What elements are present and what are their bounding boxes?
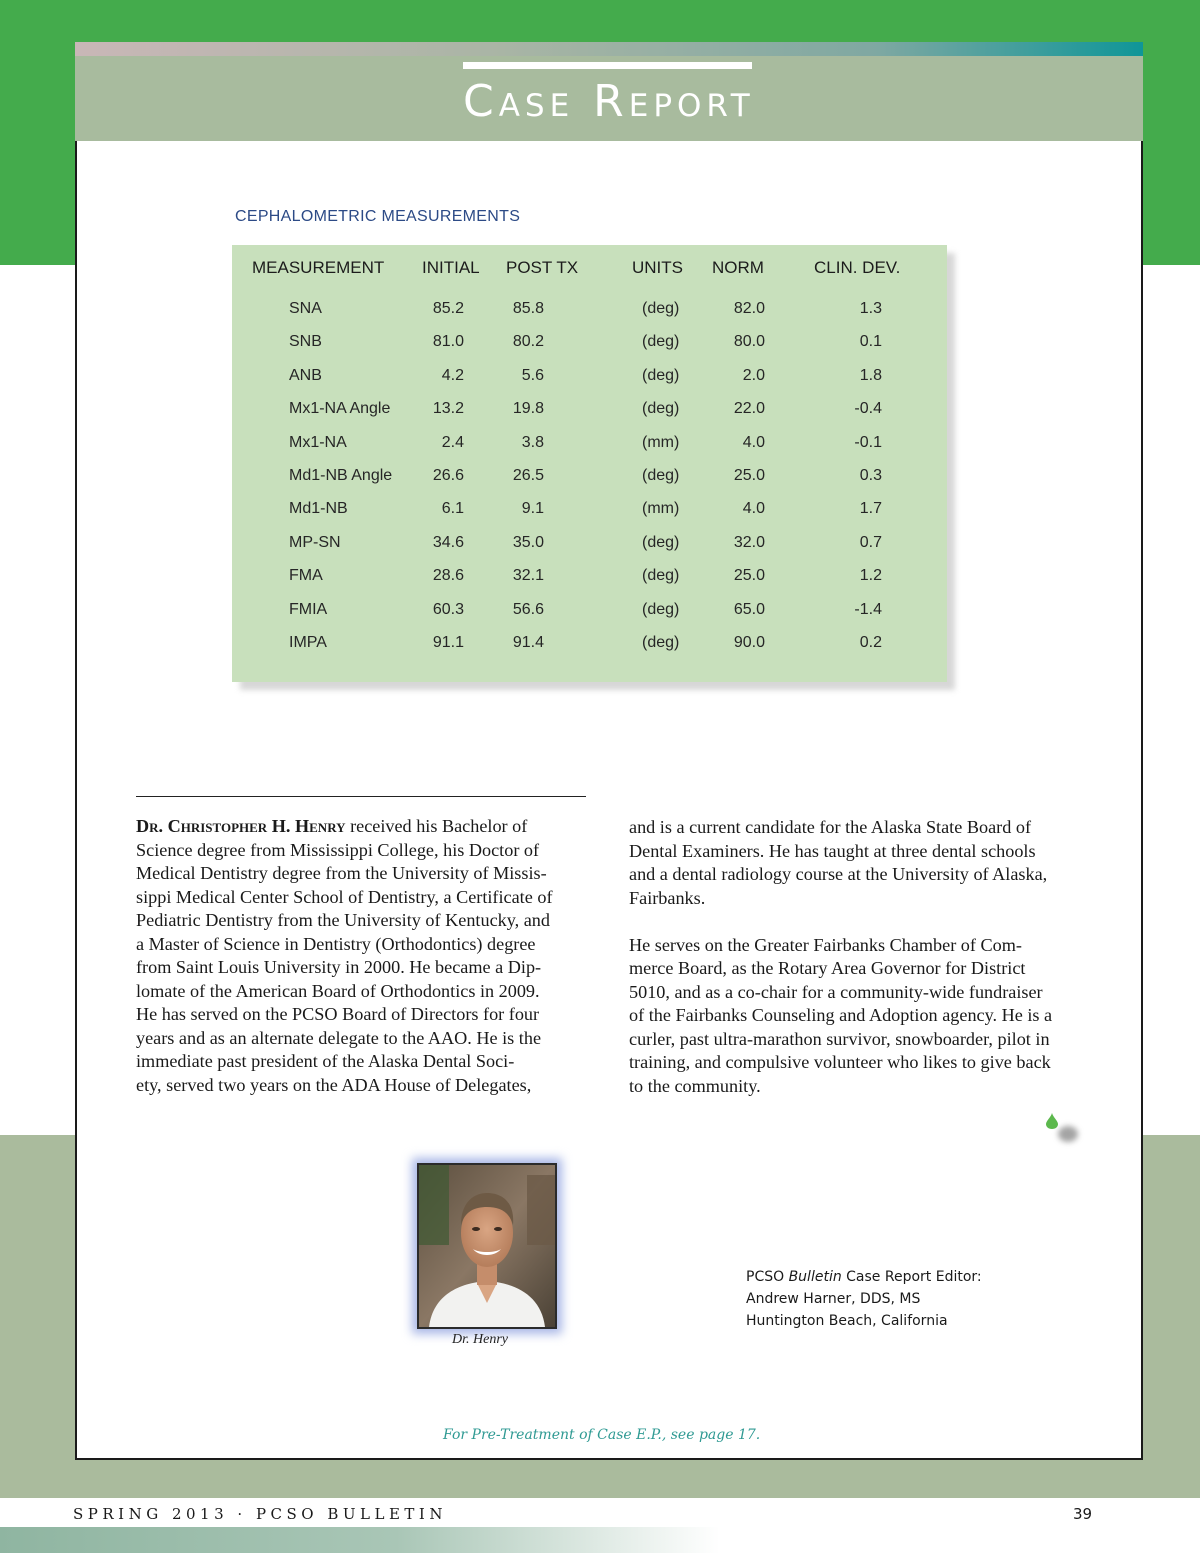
cell-norm: 4.0	[742, 433, 765, 451]
bio-line: training, and compulsive volunteer who likes to give back	[629, 1052, 1051, 1072]
cell-clin-dev: 1.7	[859, 500, 882, 518]
cell-measurement: Mx1-NA Angle	[289, 400, 391, 418]
cell-initial: 13.2	[432, 400, 464, 418]
column-header-post-tx: POST TX	[506, 258, 579, 277]
cell-post-tx: 91.4	[512, 634, 544, 651]
cell-norm: 4.0	[742, 500, 765, 518]
cell-units: (deg)	[642, 300, 680, 317]
cell-norm: 80.0	[733, 333, 765, 351]
table-title: CEPHALOMETRIC MEASUREMENTS	[235, 208, 521, 225]
page-number: 39	[1073, 1505, 1093, 1523]
cell-initial: 4.2	[441, 366, 464, 384]
footer-issue: SPRING 2013 · PCSO BULLETIN	[73, 1505, 447, 1523]
bio-line: curler, past ultra-marathon survivor, snowboarder, pilot in	[629, 1028, 1050, 1049]
bio-line: sippi Medical Center School of Dentistry, a Certificate of	[136, 886, 553, 907]
cell-measurement: ANB	[289, 366, 322, 384]
measurements-table	[232, 245, 947, 682]
cell-post-tx: 56.6	[512, 600, 544, 618]
column-header-initial: INITIAL	[422, 258, 480, 277]
bio-line	[136, 815, 588, 839]
bio-column-left	[136, 815, 588, 1097]
cell-post-tx: 26.5	[512, 467, 544, 484]
cell-clin-dev: 1.2	[859, 567, 882, 585]
bio-line: lomate of the American Board of Orthodontics in 2009.	[136, 980, 540, 1001]
bio-line: from Saint Louis University in 2000. He became a Dip-	[136, 957, 542, 977]
cell-post-tx: 19.8	[512, 400, 544, 418]
cell-norm: 2.0	[742, 366, 765, 384]
editor-location: Huntington Beach, California	[746, 1313, 948, 1329]
cell-measurement: FMA	[289, 567, 323, 585]
cell-units: (deg)	[642, 600, 680, 618]
cell-initial: 34.6	[432, 533, 464, 551]
bio-line: and is a current candidate for the Alaska State Board of	[629, 817, 1031, 837]
cell-units: (deg)	[642, 634, 680, 651]
cell-norm: 32.0	[733, 533, 765, 551]
cell-measurement: Md1-NB	[289, 500, 348, 518]
cell-measurement: IMPA	[289, 634, 327, 651]
cell-clin-dev: 1.3	[859, 300, 882, 317]
page-title: Case Report	[463, 76, 755, 127]
editor-line-1: PCSO Bulletin Case Report Editor:	[746, 1269, 982, 1285]
cell-post-tx: 35.0	[512, 533, 544, 551]
cell-units: (deg)	[642, 333, 680, 351]
cell-norm: 82.0	[733, 300, 765, 317]
bio-line: He serves on the Greater Fairbanks Chamber of Com-	[629, 934, 1022, 955]
cell-initial: 2.4	[441, 433, 464, 451]
photo-caption: Dr. Henry	[452, 1332, 508, 1347]
column-header-units: UNITS	[632, 258, 683, 277]
bio-divider	[136, 796, 586, 797]
cell-post-tx: 85.8	[512, 300, 544, 317]
cell-clin-dev: 0.1	[859, 333, 882, 351]
cell-initial: 91.1	[432, 634, 464, 651]
publication-name: Bulletin	[788, 1269, 842, 1285]
cell-post-tx: 3.8	[521, 433, 544, 451]
cell-measurement: MP-SN	[289, 533, 341, 551]
bio-line: a Master of Science in Dentistry (Orthodontics) degree	[136, 933, 536, 954]
cell-clin-dev: 1.8	[859, 366, 882, 384]
cell-measurement: SNB	[289, 333, 322, 351]
cell-measurement: FMIA	[289, 600, 328, 618]
cell-norm: 90.0	[733, 634, 765, 651]
cell-initial: 85.2	[432, 300, 464, 317]
cell-units: (mm)	[642, 433, 680, 451]
pretreatment-note: For Pre-Treatment of Case E.P., see page 17.	[443, 1427, 761, 1443]
cell-norm: 65.0	[733, 600, 765, 618]
bio-line: 5010, and as a co-chair for a community-wide fundraiser	[629, 981, 1043, 1002]
cell-post-tx: 5.6	[521, 366, 544, 384]
portrait-image	[419, 1165, 555, 1327]
bio-column-right	[629, 816, 1091, 1098]
title-accent-line	[463, 62, 752, 69]
bio-line: Science degree from Mississippi College, his Doctor of	[136, 839, 540, 860]
bio-line: Dental Examiners. He has taught at three dental schools	[629, 840, 1036, 861]
drop-shadow	[1058, 1126, 1078, 1142]
author-name: Dr. Christopher H. Henry	[136, 816, 346, 836]
bio-text: received his Bachelor of	[345, 816, 528, 836]
cell-initial: 26.6	[432, 467, 464, 484]
cell-norm: 25.0	[733, 567, 765, 585]
footer-gradient-bar	[0, 1527, 720, 1553]
bio-line: immediate past president of the Alaska Dental Soci-	[136, 1051, 515, 1071]
green-drop-icon	[1046, 1113, 1058, 1129]
bio-line: Fairbanks.	[629, 887, 706, 908]
cell-post-tx: 80.2	[512, 333, 544, 351]
bio-line: Medical Dentistry degree from the University of Missis-	[136, 863, 547, 883]
cell-clin-dev: 0.3	[859, 467, 882, 484]
cell-clin-dev: 0.7	[859, 533, 882, 551]
cell-clin-dev: -1.4	[854, 600, 882, 618]
cell-units: (deg)	[642, 400, 680, 418]
cell-initial: 6.1	[441, 500, 464, 518]
bio-line: merce Board, as the Rotary Area Governor for District	[629, 958, 1026, 978]
column-header-measurement: MEASUREMENT	[252, 258, 385, 277]
cell-initial: 81.0	[432, 333, 464, 351]
cell-initial: 28.6	[432, 567, 464, 585]
bio-line: of the Fairbanks Counseling and Adoption agency. He is a	[629, 1005, 1053, 1025]
cell-units: (deg)	[642, 567, 680, 585]
bio-line: years and as an alternate delegate to the AAO. He is the	[136, 1027, 542, 1048]
column-header-clin-dev: CLIN. DEV.	[814, 258, 901, 277]
cell-clin-dev: -0.4	[854, 400, 882, 418]
editor-credit	[746, 1266, 982, 1332]
bio-line: and a dental radiology course at the University of Alaska,	[629, 864, 1048, 884]
bio-line: He has served on the PCSO Board of Directors for four	[136, 1004, 540, 1024]
cell-post-tx: 32.1	[512, 567, 544, 585]
cell-units: (deg)	[642, 533, 680, 551]
cell-post-tx: 9.1	[521, 500, 544, 518]
editor-name: Andrew Harner, DDS, MS	[746, 1291, 921, 1307]
cell-measurement: Mx1-NA	[289, 433, 347, 451]
cell-measurement: Md1-NB Angle	[289, 467, 393, 484]
cell-norm: 25.0	[733, 467, 765, 484]
bio-line: to the community.	[629, 1075, 761, 1096]
cell-units: (deg)	[642, 366, 680, 384]
cell-norm: 22.0	[733, 400, 765, 418]
cell-clin-dev: -0.1	[854, 433, 882, 451]
cell-units: (deg)	[642, 467, 680, 484]
paragraph-gap	[629, 910, 1091, 934]
column-header-norm: NORM	[712, 258, 764, 277]
header-gradient-strip	[75, 42, 1143, 56]
bio-line: ety, served two years on the ADA House of Delegates,	[136, 1074, 532, 1095]
cell-measurement: SNA	[289, 300, 322, 317]
author-photo	[417, 1163, 557, 1329]
cell-clin-dev: 0.2	[859, 634, 882, 651]
cell-units: (mm)	[642, 500, 680, 518]
cell-initial: 60.3	[432, 600, 464, 618]
bio-line: Pediatric Dentistry from the University of Kentucky, and	[136, 910, 550, 930]
